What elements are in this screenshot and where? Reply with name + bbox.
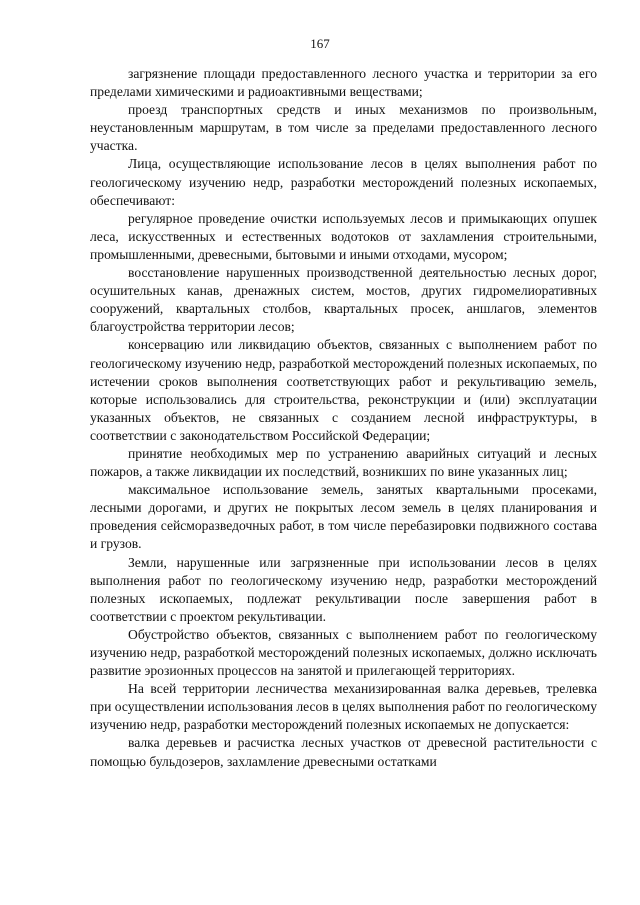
document-body [90,65,597,771]
page-number: 167 [310,36,330,51]
paragraph-4: регулярное проведение очистки используемых лесов и примыкающих опушек леса, искусственных и естественных водотоков от захламления строительными, промышленными, древесными, бытовыми и иными отходами, мусором; [90,210,597,262]
paragraph-1: загрязнение площади предоставленного лесного участка и территории за его пределами химическими и радиоактивными веществами; [90,66,597,100]
paragraph-6: консервацию или ликвидацию объектов, связанных с выполнением работ по геологическому изучению недр, разработкой месторождений полезных ископаемых, по истечении сроков выполнения соответствующих работ и рекультивацию земель, которые использовались для строительства, реконструкции и (или) эксплуатации указанных объектов, не связанных с созданием лесной инфраструктуры, в соответствии с законодательством Российской Федерации; [90,337,597,443]
paragraph-5: восстановление нарушенных производственной деятельностью лесных дорог, осушительных канав, дренажных систем, мостов, других гидромелиоративных сооружений, квартальных столбов, квартальных просек, аншлагов, элементов благоустройства территории лесов; [90,265,597,335]
paragraph-12: валка деревьев и расчистка лесных участков от древесной растительности с помощью бульдозеров, захламление древесными остатками [90,735,597,769]
paragraph-10: Обустройство объектов, связанных с выполнением работ по геологическому изучению недр, разработкой месторождений полезных ископаемых, должно исключать развитие эрозионных процессов на занятой и прилегающей территориях. [90,626,597,679]
paragraph-7: принятие необходимых мер по устранению аварийных ситуаций и лесных пожаров, а также ликвидации их последствий, возникших по вине указанных лиц; [90,445,597,480]
paragraph-9: Земли, нарушенные или загрязненные при использовании лесов в целях выполнения работ по геологическому изучению недр, разработки месторождений полезных ископаемых, подлежат рекультивации после завершения работ в соответствии с проектом рекультивации. [90,554,597,624]
paragraph-8: максимальное использование земель, занятых квартальными просеками, лесными дорогами, и других не покрытых лесом земель в целях планирования и проведения сейсморазведочных работ, в том числе перебазировки подвижного состава и грузов. [90,482,597,552]
paragraph-3: Лица, осуществляющие использование лесов в целях выполнения работ по геологическому изучению недр, разработки месторождений полезных ископаемых, обеспечивают: [90,156,597,208]
paragraph-2: проезд транспортных средств и иных механизмов по произвольным, неустановленным маршрутам, в том числе за пределами предоставленного лесного участка. [90,102,597,154]
paragraph-11: На всей территории лесничества механизированная валка деревьев, трелевка при осуществлении использования лесов в целях выполнения работ по геологическому изучению недр, разработки месторождений полезных ископаемых не допускается: [90,681,598,733]
